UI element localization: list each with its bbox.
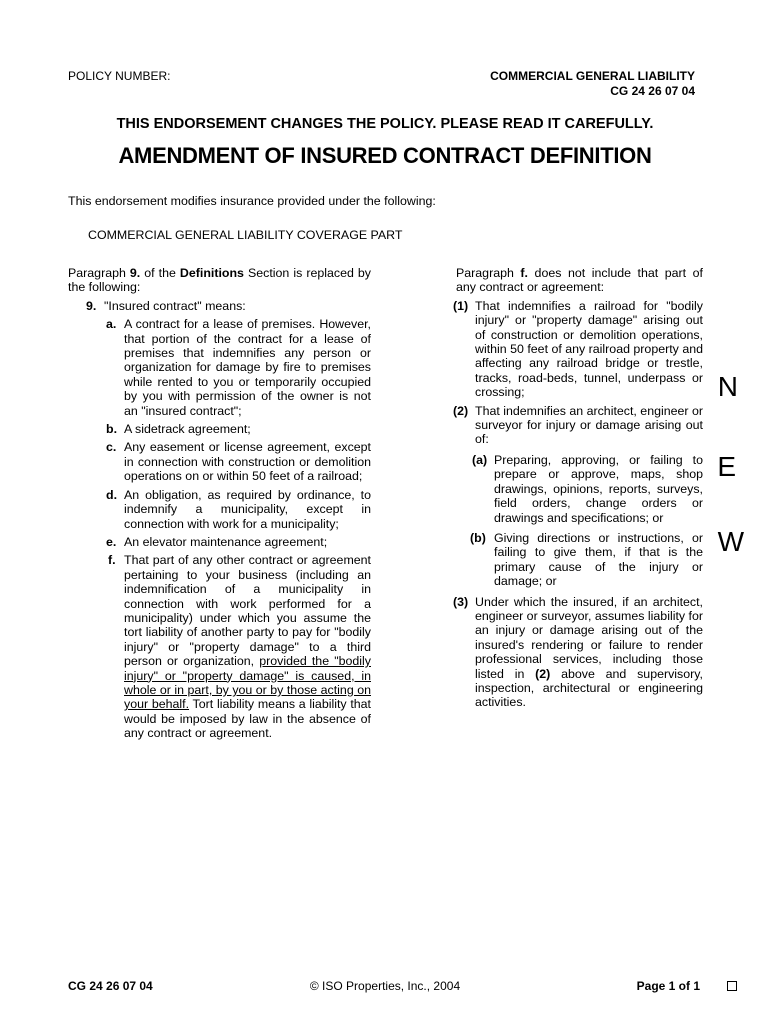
item-label: 9. [86,298,97,313]
right-intro [448,266,703,295]
item-label: a. [106,317,117,332]
right-intro-bold: f. [520,266,528,280]
item-text: That indemnifies an architect, engineer or surveyor for injury or damage arising out of: [475,403,703,447]
exclusion-2 [448,404,703,447]
left-intro [68,266,371,295]
item-label: (2) [453,403,469,418]
item-text-underlined: provided the "bodily injury" or "property damage" is caused, in whole or in part, by you or by those acting on your behalf. [124,654,371,712]
item-text: Preparing, approving, or failing to prepare or approve, maps, shop drawings, opinions, reports, surveys, field orders, change orders or drawings and specifications; or [494,452,703,525]
form-title: COMMERCIAL GENERAL LIABILITY [490,69,695,83]
item-text: above and supervisory, inspection, architectural or engineering activities. [475,666,703,710]
footer-page-number: Page 1 of 1 [636,979,700,993]
end-of-form-box-icon [727,981,737,991]
footer-copyright: © ISO Properties, Inc., 2004 [309,979,461,993]
item-text: Tort liability means a liability that would be imposed by law in the absence of any contract or agreement. [124,697,372,741]
item-label: d. [106,487,118,502]
item-label: (b) [470,530,486,545]
definition-9 [68,299,371,313]
right-column [448,266,703,714]
item-text: A sidetrack agreement; [124,422,251,437]
form-number: CG 24 26 07 04 [610,84,695,98]
new-marker-w: W [717,526,744,557]
definition-f [68,553,371,740]
left-intro-bold: Definitions [179,266,244,280]
item-label: c. [106,440,117,455]
left-column [68,266,371,745]
item-label: f. [108,553,116,568]
item-label: (1) [453,298,469,313]
item-text: Under which the insured, if an architect, engineer or surveyor, assumes liability for an injury or damage arising out of the insured's rendering or failure to render professional services, including those listed in [475,594,703,681]
item-label: b. [106,422,118,437]
new-marker-n: N [717,371,738,402]
definition-e [68,535,371,549]
left-intro-text: Paragraph [68,266,130,280]
page-title: AMENDMENT OF INSURED CONTRACT DEFINITION [118,143,652,168]
exclusion-1 [448,299,703,400]
item-text: That part of any other contract or agreement pertaining to your business (including an indemnification of a municipality in connection with work performed for a municipality) under which you assume the tort liability of another party to pay for "bodily injury" or "property damage" to a third person or organization, [124,553,371,669]
new-marker-e: E [717,451,736,482]
item-text: Any easement or license agreement, except in connection with construction or demolition operations on or within 50 feet of a railroad; [124,440,371,484]
intro-text: This endorsement modifies insurance provided under the following: [68,194,436,208]
left-intro-text: of the [140,266,180,280]
item-text: An obligation, as required by ordinance, to indemnify a municipality, except in connection with work for a municipality; [124,487,371,531]
left-intro-num: 9. [129,266,141,280]
item-text: An elevator maintenance agreement; [124,534,328,549]
policy-number-label: POLICY NUMBER: [68,69,171,83]
exclusion-2a [448,453,703,525]
footer-form-number: CG 24 26 07 04 [68,979,153,993]
exclusion-3 [448,595,703,710]
coverage-part: COMMERCIAL GENERAL LIABILITY COVERAGE PART [88,228,403,242]
endorsement-notice: THIS ENDORSEMENT CHANGES THE POLICY. PLEASE READ IT CAREFULLY. [116,116,654,132]
exclusion-2b [448,531,703,589]
definition-c [68,440,371,483]
right-intro-text: does not include that part of any contract or agreement: [456,266,703,295]
item-label: (3) [453,594,469,609]
item-text-bold: (2) [535,666,551,681]
form-header [490,69,695,99]
item-label: (a) [472,452,488,467]
item-text: "Insured contract" means: [104,298,246,313]
right-intro-text: Paragraph [456,266,521,280]
definition-a [68,317,371,418]
definition-d [68,488,371,531]
left-intro-text: Section is replaced by the following: [68,266,371,295]
item-label: e. [106,534,117,549]
definition-b [68,422,371,436]
item-text: That indemnifies a railroad for "bodily injury" or "property damage" arising out of construction or demolition operations, within 50 feet of any railroad property and affecting any railroad bridge or trestle, tracks, road-beds, tunnel, underpass or crossing; [475,298,703,400]
item-text: Giving directions or instructions, or failing to give them, if that is the primary cause of the injury or damage; or [494,530,703,589]
item-text: A contract for a lease of premises. However, that portion of the contract for a lease of premises that indemnifies any person or organization for damage by fire to premises while rented to you or temporarily occupied by you with permission of the owner is not an "insured contract"; [124,317,371,418]
